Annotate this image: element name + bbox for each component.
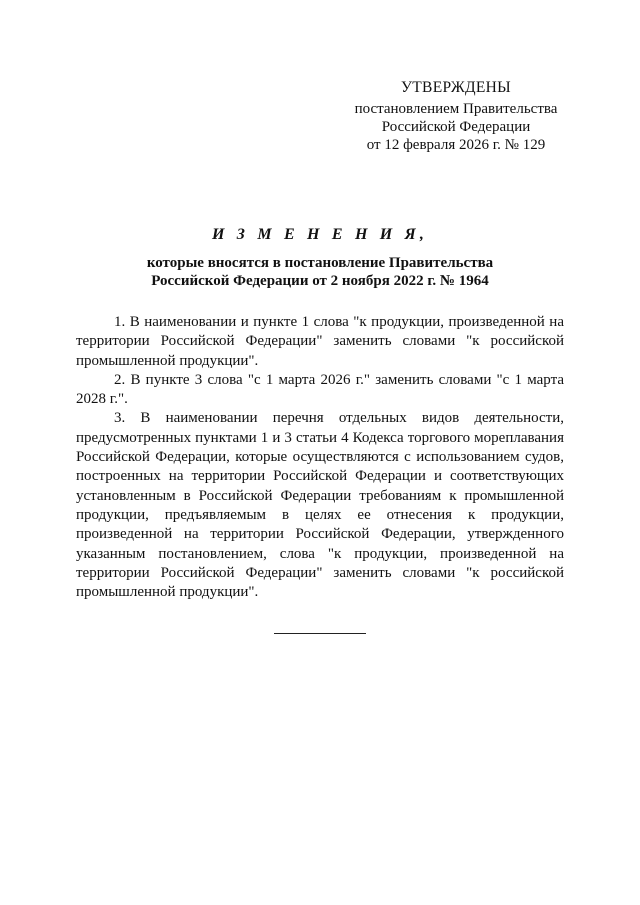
- paragraph-1: 1. В наименовании и пункте 1 слова "к продукции, произведенной на территории Российской Федерации" заменить словами "к российской промышленной продукции".: [76, 314, 564, 369]
- document-title-block: [60, 226, 580, 290]
- approval-line-3: от 12 февраля 2026 г. № 129: [366, 137, 546, 153]
- document-subtitle-line-2: Российской Федерации от 2 ноября 2022 г. № 1964: [151, 273, 489, 289]
- approval-heading: УТВЕРЖДЕНЫ: [401, 79, 511, 96]
- paragraph-3: 3. В наименовании перечня отдельных видов деятельности, предусмотренных пунктами 1 и 3 статьи 4 Кодекса торгового мореплавания Российской Федерации, которые осуществляются с использованием судов, построенных на территории Российской Федерации и соответствующих установленным в Российской Федерации требованиям к промышленной продукции, предъявляемым в целях ее отнесения к продукции, произведенной на территории Российской Федерации, утвержденного указанным постановлением, слова "к продукции, произведенной на территории Российской Федерации" заменить словами "к российской промышленной продукции".: [76, 410, 564, 601]
- document-title: И З М Е Н Е Н И Я,: [211, 226, 429, 243]
- document-subtitle-line-1: которые вносятся в постановление Правительства: [146, 255, 494, 271]
- approval-line-2: Российской Федерации: [381, 119, 531, 135]
- approval-line-1: постановлением Правительства: [354, 101, 558, 117]
- end-separator-line: [274, 633, 366, 634]
- document-body: [76, 313, 564, 602]
- paragraph-2: 2. В пункте 3 слова "с 1 марта 2026 г." заменить словами "с 1 марта 2028 г.".: [76, 371, 564, 408]
- approval-stamp: [340, 79, 572, 154]
